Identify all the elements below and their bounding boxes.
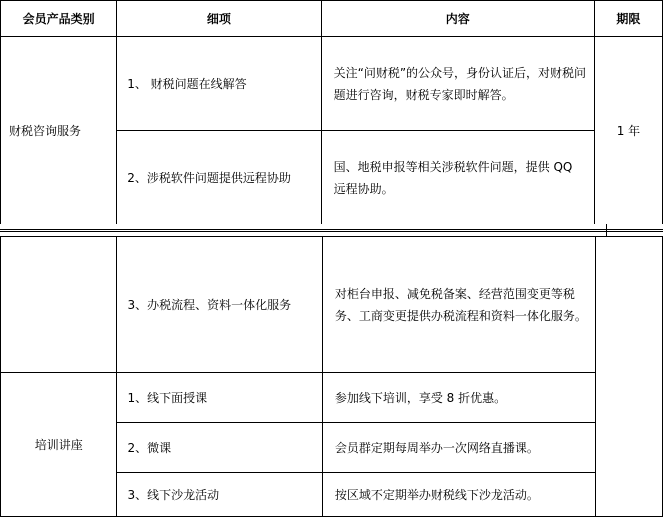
- content-cell: 对柜台申报、减免税备案、经营范围变更等税务、工商变更提供办税流程和资料一体化服务。: [322, 237, 595, 373]
- term-cell: 1 年: [594, 37, 662, 225]
- category-cell-empty: [1, 237, 117, 373]
- header-item: 细项: [117, 1, 321, 37]
- page-break-divider: [0, 229, 663, 230]
- header-term: 期限: [594, 1, 662, 37]
- membership-table-top: [0, 0, 663, 225]
- table-row: [1, 37, 663, 131]
- item-cell: 1、线下面授课: [117, 373, 322, 423]
- header-category: 会员产品类别: [1, 1, 117, 37]
- category-cell: 财税咨询服务: [1, 37, 117, 225]
- page-break-gap: [0, 224, 663, 236]
- table-row: [1, 373, 663, 423]
- term-cell-empty: [596, 237, 663, 517]
- item-cell: 3、办税流程、资料一体化服务: [117, 237, 322, 373]
- content-cell: 关注“问财税”的公众号，身份认证后，对财税问题进行咨询，财税专家即时解答。: [321, 37, 594, 131]
- page-break-divider: [0, 231, 663, 232]
- table-row: [1, 237, 663, 373]
- content-cell: 按区域不定期举办财税线下沙龙活动。: [322, 473, 595, 517]
- term-column-fragment: [606, 224, 663, 236]
- item-cell: 2、涉税软件问题提供远程协助: [117, 131, 321, 225]
- content-cell: 国、地税申报等相关涉税软件问题，提供 QQ 远程协助。: [321, 131, 594, 225]
- header-content: 内容: [321, 1, 594, 37]
- item-cell: 2、微课: [117, 423, 322, 473]
- content-cell: 会员群定期每周举办一次网络直播课。: [322, 423, 595, 473]
- membership-table-bottom: [0, 236, 663, 517]
- category-cell: 培训讲座: [1, 373, 117, 517]
- item-cell: 3、线下沙龙活动: [117, 473, 322, 517]
- content-cell: 参加线下培训，享受 8 折优惠。: [322, 373, 595, 423]
- table-header-row: [1, 1, 663, 37]
- item-cell: 1、 财税问题在线解答: [117, 37, 321, 131]
